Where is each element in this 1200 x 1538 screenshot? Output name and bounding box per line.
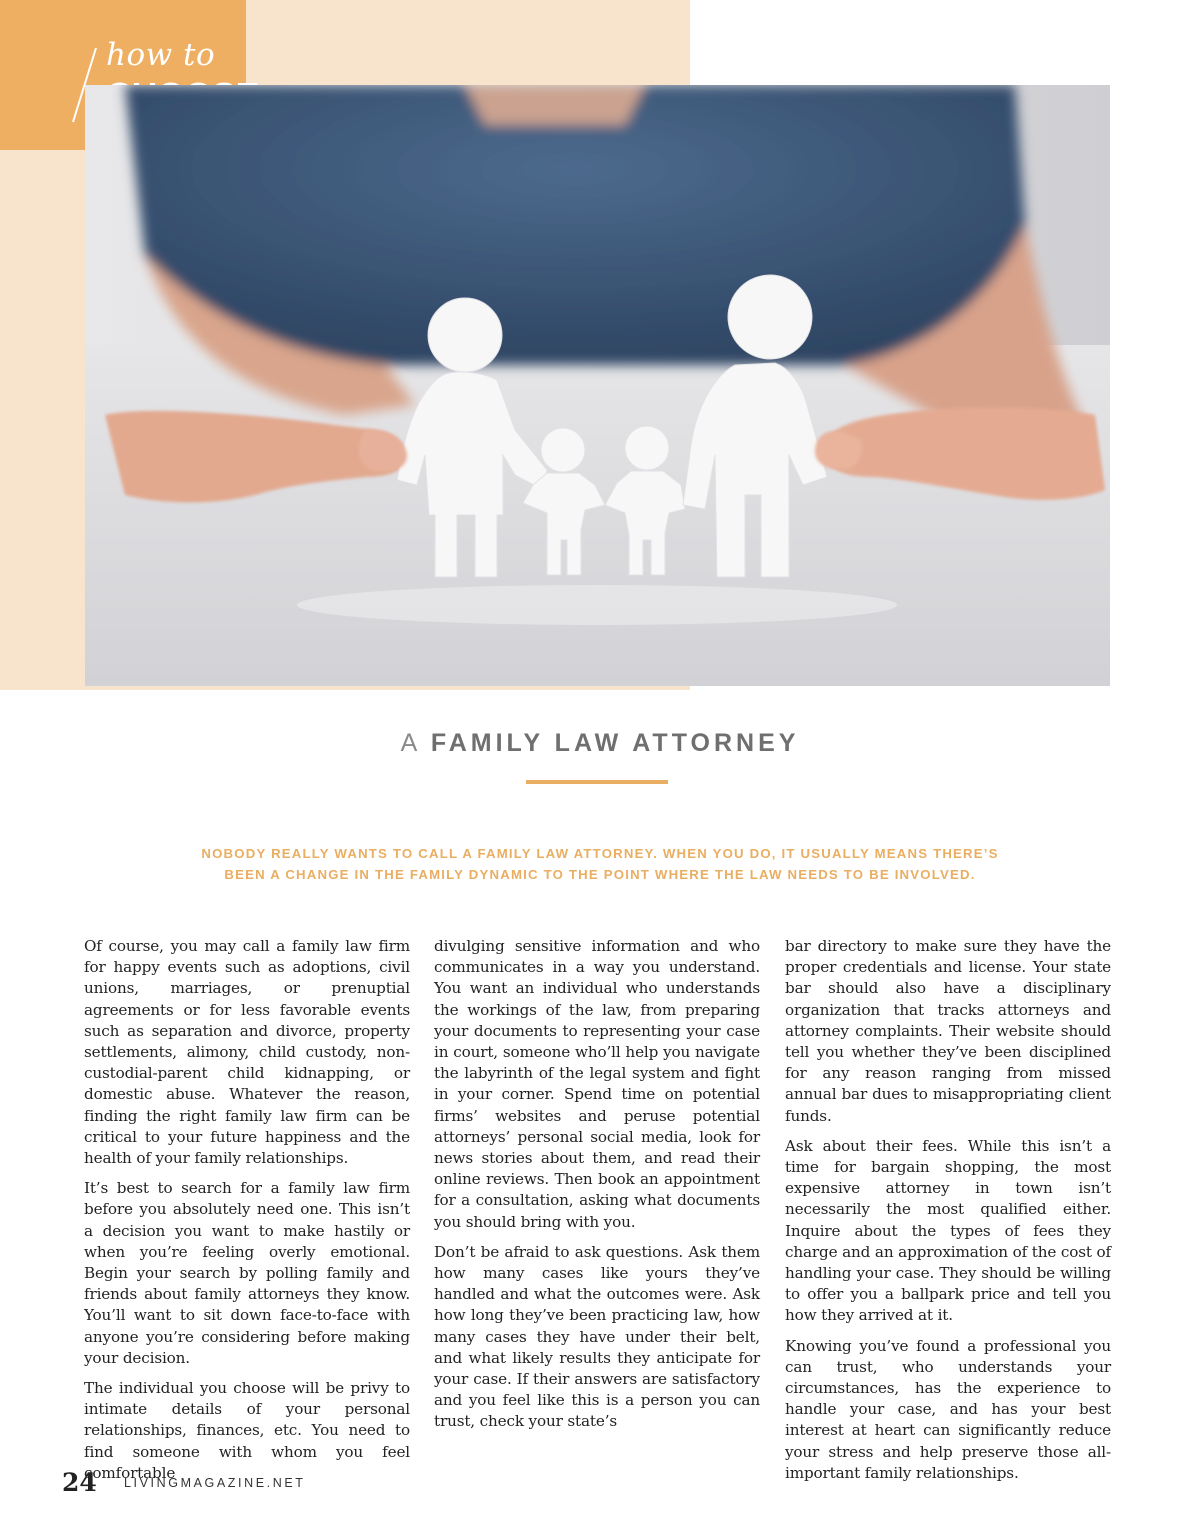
headline-rule xyxy=(526,780,668,784)
body-column-2 xyxy=(434,936,760,1442)
body-paragraph: Of course, you may call a family law firm for happy events such as adoptions, civil unions, marriages, or prenuptial agreements or for less favorable events such as separation and divorce, property settlements, alimony, child custody, non-custodial-parent child kidnapping, or domestic abuse. Whatever the reason, finding the right family law firm can be critical to your future happiness and the health of your family relationships. xyxy=(84,937,410,1168)
page-number: 24 xyxy=(62,1468,97,1497)
body-paragraph: divulging sensitive information and who communicates in a way you understand. You want an individual who understands the workings of the law, from preparing your documents to representing your case in court, someone who’ll help you navigate the labyrinth of the legal system and fight in your corner. Spend time on potential firms’ websites and peruse potential attorneys’ personal social media, look for news stories about them, and read their online reviews. Then book an appointment for a consultation, asking what documents you should bring with you. xyxy=(434,937,760,1231)
body-paragraph: It’s best to search for a family law firm before you absolutely need one. This isn’t a decision you want to make hastily or when you’re feeling overly emotional. Begin your search by polling family and friends about family attorneys they know. You’ll want to sit down face-to-face with anyone you’re considering before making your decision. xyxy=(84,1179,410,1367)
body-paragraph: Don’t be afraid to ask questions. Ask them how many cases like yours they’ve handled and what the outcomes were. Ask how long they’ve been practicing law, how many cases they have under their belt, and what likely results they anticipate for your case. If their answers are satisfactory and you feel like this is a person you can trust, check your state’s xyxy=(434,1242,760,1431)
site-url: LIVINGMAGAZINE.NET xyxy=(124,1476,306,1490)
section-kicker-small: how to xyxy=(106,37,216,73)
photo-illustration xyxy=(85,85,1110,686)
body-column-1 xyxy=(84,936,410,1493)
body-paragraph: Ask about their fees. While this isn’t a time for bargain shopping, the most expensive attorney in town isn’t necessarily the most qualified either. Inquire about the types of fees they charge and an approximation of the cost of handling your case. They should be willing to offer you a ballpark price and tell you how they arrived at it. xyxy=(785,1136,1111,1325)
article-deck: NOBODY REALLY WANTS TO CALL A FAMILY LAW ATTORNEY. WHEN YOU DO, IT USUALLY MEANS THERE’S BEEN A CHANGE IN THE FAMILY DYNAMIC TO THE POINT WHERE THE LAW NEEDS TO BE INVOLVED. xyxy=(201,846,999,882)
family-paper-cutout-photo xyxy=(85,85,1110,686)
headline-main: FAMILY LAW ATTORNEY xyxy=(430,729,800,757)
body-column-3 xyxy=(785,936,1111,1493)
headline-prefix: A xyxy=(400,729,420,757)
body-paragraph: Knowing you’ve found a professional you can trust, who understands your circumstances, has the experience to handle your case, and has your best interest at heart can significantly reduce your stress and help preserve those all-important family relationships. xyxy=(785,1336,1111,1482)
body-paragraph: bar directory to make sure they have the proper credentials and license. Your state bar should also have a disciplinary organization that tracks attorneys and attorney complaints. Their website should tell you whether they’ve been disciplined for any reason ranging from missed annual bar dues to misappropriating client funds. xyxy=(785,937,1111,1125)
article-headline xyxy=(0,728,1200,758)
body-paragraph: The individual you choose will be privy to intimate details of your personal relationships, finances, etc. You need to find someone with whom you feel comfortable xyxy=(84,1379,410,1482)
